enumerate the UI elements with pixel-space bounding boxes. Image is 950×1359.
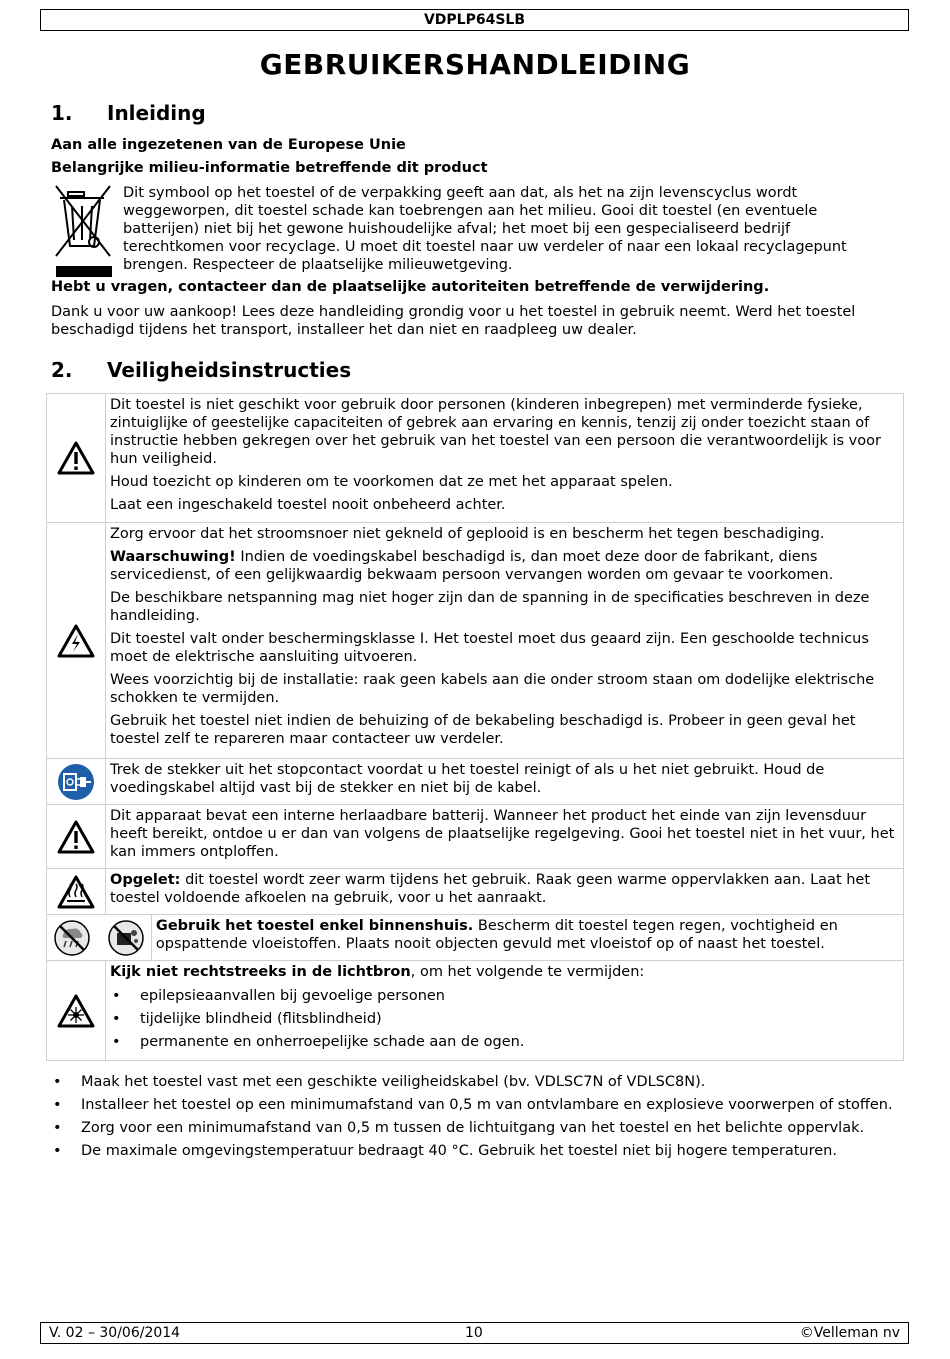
copyright: ©Velleman nv <box>799 1325 900 1341</box>
safety-text: Trek de stekker uit het stopcontact voordat u het toestel reinigt of als u het niet gebruikt. Houd de voedingskabel altijd vast bij de stekker en niet bij de kabel. <box>110 762 825 796</box>
weee-line: Dit symbool op het toestel of de verpakking geeft aan dat, als het na zijn levenscyclus wordt <box>123 185 798 201</box>
thanks-line: Dank u voor uw aankoop! Lees deze handleiding grondig voor u het toestel in gebruik neemt. Werd het toestel <box>51 304 856 320</box>
thanks-line: beschadigd tijdens het transport, installeer het dan niet en raadpleeg uw dealer. <box>51 322 637 338</box>
weee-bin-icon <box>54 184 114 278</box>
weee-line: batterijen) niet bij het gewone huishoudelijke afval; het moet bij een gespecialiseerd bedrijf <box>123 221 791 237</box>
model-number: VDPLP64SLB <box>423 12 526 28</box>
safety-text <box>110 871 899 907</box>
no-liquid-icon <box>107 919 145 957</box>
safety-text: Houd toezicht op kinderen om te voorkomen dat ze met het apparaat spelen. <box>110 474 673 490</box>
safety-text <box>110 548 899 584</box>
risk-list <box>110 987 899 1051</box>
footer-bar <box>40 1322 909 1344</box>
safety-row <box>47 523 904 759</box>
safety-text: Zorg ervoor dat het stroomsnoer niet gekneld of geplooid is en bescherm het tegen beschadiging. <box>110 526 825 542</box>
environment-subheading: Belangrijke milieu-informatie betreffende dit product <box>51 160 488 176</box>
safety-table <box>46 393 904 1061</box>
safety-text-span: Bescherm dit toestel tegen regen, vochtigheid en opspattende vloeistoffen. Plaats nooit objecten gevuld met vloeistof op of naast het toestel. <box>155 918 838 952</box>
list-item: • Zorg voor een minimumafstand van 0,5 m tussen de lichtuitgang van het toestel en het belichte oppervlak. <box>51 1119 901 1137</box>
safety-text-span: Indien de voedingskabel beschadigd is, dan moet deze door de fabrikant, diens servicedienst, of een gelijkwaardig bekwaam persoon vervangen worden om gevaar te voorkomen. <box>110 549 834 583</box>
thanks-text <box>51 303 911 339</box>
weee-line: weggeworpen, dit toestel schade kan toebrengen aan het milieu. Gooi dit toestel (en eventuele <box>123 203 818 219</box>
weee-text <box>123 184 913 274</box>
safety-text <box>110 963 899 981</box>
safety-text: Gebruik het toestel niet indien de behuizing of de bekabeling beschadigd is. Probeer in geen geval het toestel zelf te repareren maar contacteer uw verdeler. <box>110 713 856 747</box>
safety-text: Wees voorzichtig bij de installatie: raak geen kabels aan die onder stroom staan om dodelijke elektrische schokken te vermijden. <box>110 672 875 706</box>
safety-row <box>47 915 904 961</box>
safety-text: Dit toestel is niet geschikt voor gebruik door personen (kinderen inbegrepen) met verminderde fysieke, zintuiglijke of geestelijke capaciteiten of gebrek aan ervaring en kennis, tenzij zij onder toezicht staan of instructie hebben gekregen over het gebruik van het toestel van een persoon die verantwoordelijk is voor hun veiligheid. <box>110 397 881 467</box>
list-item: • Maak het toestel vast met een geschikte veiligheidskabel (bv. VDLSC7N of VDLSC8N). <box>51 1073 901 1091</box>
caution-label: Opgelet: <box>110 872 181 888</box>
list-item: • Installeer het toestel op een minimumafstand van 0,5 m van ontvlambare en explosieve voorwerpen of stoffen. <box>51 1096 901 1114</box>
indoor-label: Gebruik het toestel enkel binnenshuis. <box>155 918 474 934</box>
weee-line: terechtkomen voor recyclage. U moet dit toestel naar uw verdeler of naar een lokaal recyclagepunt <box>123 239 847 255</box>
safety-row <box>47 961 904 1061</box>
light-warning-label: Kijk niet rechtstreeks in de lichtbron <box>110 964 411 980</box>
safety-text-span: dit toestel wordt zeer warm tijdens het gebruik. Raak geen warme oppervlakken aan. Laat het toestel voldoende afkoelen na gebruik, voor u het aanraakt. <box>110 872 871 906</box>
section-title: Veiligheidsinstructies <box>107 358 352 382</box>
safety-text: Dit apparaat bevat een interne herlaadbare batterij. Wanneer het product het einde van zijn levensduur heeft bereikt, ontdoe u er dan van volgens de plaatselijke regelgeving. Gooi het toestel niet in het vuur, het kan immers ontploffen. <box>110 808 895 860</box>
warning-icon <box>56 440 96 476</box>
list-item: • De maximale omgevingstemperatuur bedraagt 40 °C. Gebruik het toestel niet bij hogere temperaturen. <box>51 1142 901 1160</box>
safety-text-span: , om het volgende te vermijden: <box>410 964 645 980</box>
warning-icon <box>56 819 96 855</box>
weee-line: brengen. Respecteer de plaatselijke milieuwetgeving. <box>123 257 513 273</box>
section-2-heading <box>51 358 351 382</box>
safety-text: De beschikbare netspanning mag niet hoger zijn dan de spanning in de specificaties beschreven in deze handleiding. <box>110 590 870 624</box>
laser-icon <box>56 993 96 1029</box>
safety-text: Dit toestel valt onder beschermingsklasse I. Het toestel moet dus geaard zijn. Een geschoolde technicus moet de elektrische aansluiting uitvoeren. <box>110 631 869 665</box>
safety-row <box>47 394 904 523</box>
section-title: Inleiding <box>107 101 206 125</box>
safety-row <box>47 759 904 805</box>
section-number: 2. <box>51 358 73 382</box>
section-1-heading <box>51 101 206 125</box>
list-item: • tijdelijke blindheid (flitsblindheid) <box>110 1010 899 1028</box>
installation-list <box>51 1073 901 1165</box>
version-date: V. 02 – 30/06/2014 <box>49 1325 181 1341</box>
no-rain-icon <box>53 919 91 957</box>
safety-row <box>47 805 904 869</box>
list-item: • permanente en onherroepelijke schade aan de ogen. <box>110 1033 899 1051</box>
header-bar <box>40 9 909 31</box>
safety-row <box>47 869 904 915</box>
page-number: 10 <box>465 1325 483 1341</box>
section-number: 1. <box>51 101 73 125</box>
document-title: GEBRUIKERSHANDLEIDING <box>259 48 691 81</box>
warning-label: Waarschuwing! <box>110 549 236 565</box>
eu-subheading: Aan alle ingezetenen van de Europese Unie <box>51 137 406 153</box>
questions-notice: Hebt u vragen, contacteer dan de plaatselijke autoriteiten betreffende de verwijdering. <box>51 279 770 295</box>
list-item: • epilepsieaanvallen bij gevoelige personen <box>110 987 899 1005</box>
hot-surface-icon <box>56 874 96 910</box>
safety-text: Laat een ingeschakeld toestel nooit onbeheerd achter. <box>110 497 506 513</box>
safety-text <box>156 917 899 953</box>
unplug-icon <box>56 762 96 802</box>
electric-shock-icon <box>56 623 96 659</box>
